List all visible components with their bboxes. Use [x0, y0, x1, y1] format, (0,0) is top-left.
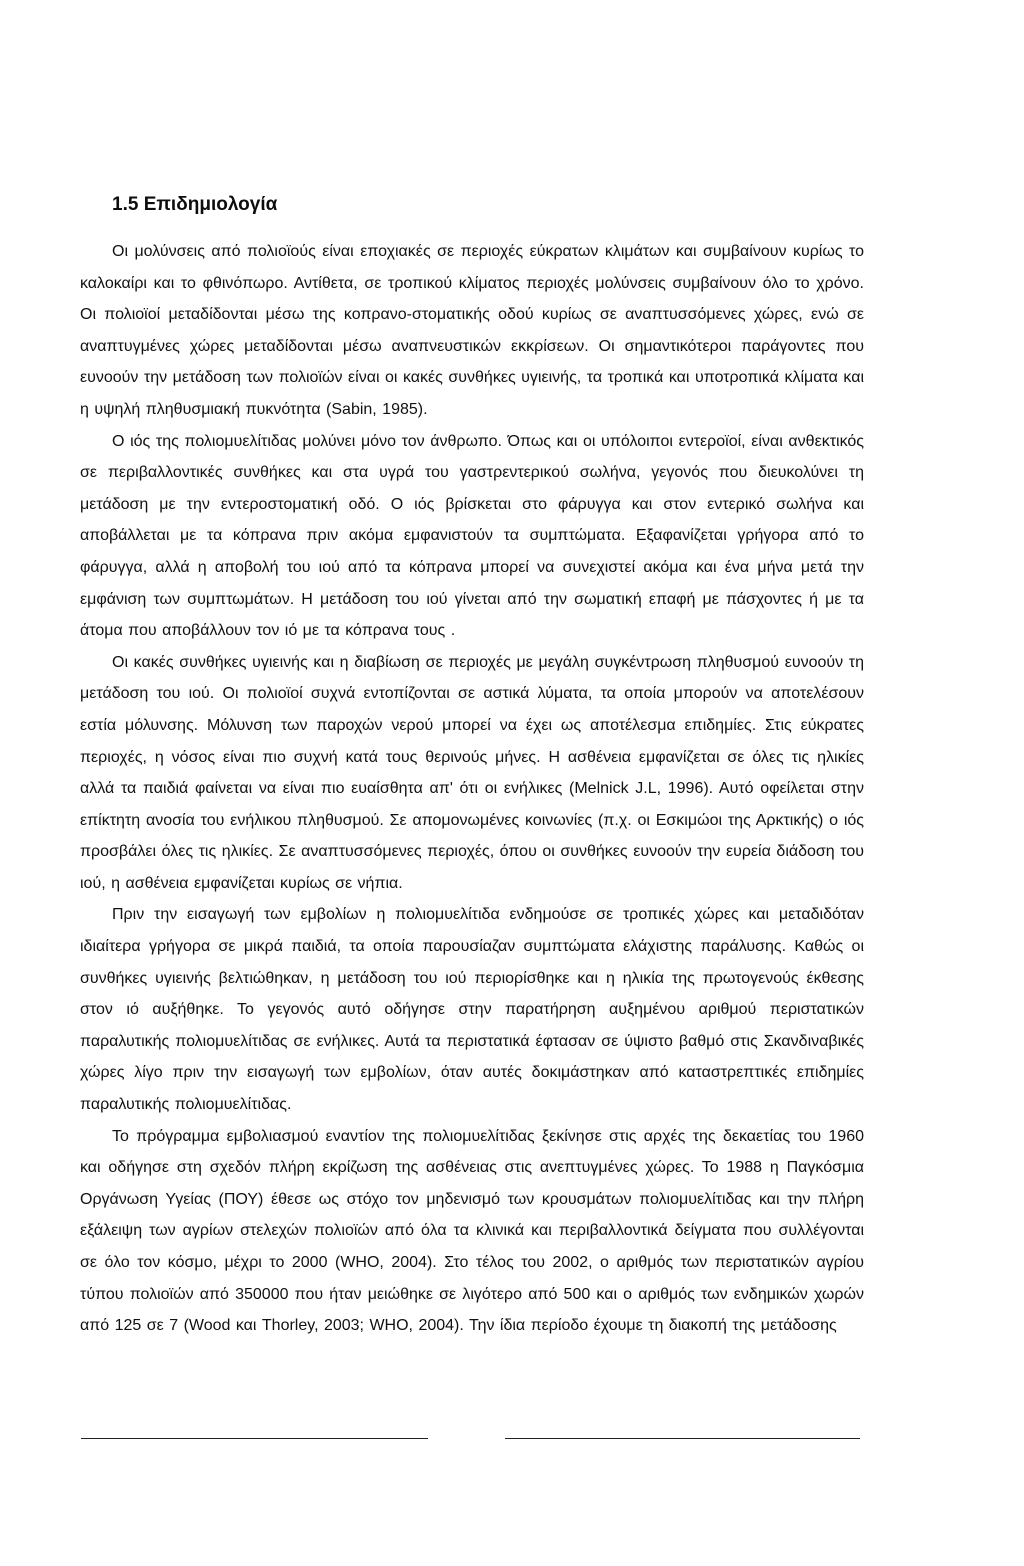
paragraph-seasonality: Οι μολύνσεις από πολιοϊούς είναι εποχιακές σε περιοχές εύκρατων κλιμάτων και συμβαίνουν κυρίως το καλοκαίρι και το φθινόπωρο. Αντίθετα, σε τροπικού κλίματος περιοχές μολύνσεις συμβαίνουν όλο το χρόνο. Οι πολιοϊοί μεταδίδονται μέσω της κοπρανο-στοματικής οδού κυρίως σε αναπτυσσόμενες χώρες, ενώ σε αναπτυγμένες χώρες μεταδίδονται μέσω αναπνευστικών εκκρίσεων. Οι σημαντικότεροι παράγοντες που ευνοούν την μετάδοση των πολιοϊών είναι οι κακές συνθήκες υγιεινής, τα τροπικά και υποτροπικά κλίματα και η υψηλή πληθυσμιακή πυκνότητα (Sabin, 1985). [80, 243, 864, 418]
paragraph-pre-vaccine-era: Πριν την εισαγωγή των εμβολίων η πολιομυελίτιδα ενδημούσε σε τροπικές χώρες και μεταδιδόταν ιδιαίτερα γρήγορα σε μικρά παιδιά, τα οποία παρουσίαζαν συμπτώματα ελάχιστης παράλυσης. Καθώς οι συνθήκες υγιεινής βελτιώθηκαν, η μετάδοση του ιού περιορίσθηκε και η ηλικία της πρωτογενούς έκθεσης στον ιό αυξήθηκε. Το γεγονός αυτό οδήγησε στην παρατήρηση αυξημένου αριθμού περιστατικών παραλυτικής πολιομυελίτιδας σε ενήλικες. Αυτά τα περιστατικά έφτασαν σε ύψιστο βαθμό στις Σκανδιναβικές χώρες λίγο πριν την εισαγωγή των εμβολίων, όταν αυτές δοκιμάστηκαν από καταστρεπτικές επιδημίες παραλυτικής πολιομυελίτιδας. [80, 906, 864, 1114]
paragraph-transmission: Ο ιός της πολιομυελίτιδας μολύνει μόνο τον άνθρωπο. Όπως και οι υπόλοιποι εντεροϊοί, είναι ανθεκτικός σε περιβαλλοντικές συνθήκες και στα υγρά του γαστρεντερικού σωλήνα, γεγονός που διευκολύνει τη μετάδοση με την εντεροστοματική οδό. Ο ιός βρίσκεται στο φάρυγγα και στον εντερικό σωλήνα και αποβάλλεται με τα κόπρανα πριν ακόμα εμφανιστούν τα συμπτώματα. Εξαφανίζεται γρήγορα από το φάρυγγα, αλλά η αποβολή του ιού από τα κόπρανα μπορεί να συνεχιστεί ακόμα και ένα μήνα μετά την εμφάνιση των συμπτωμάτων. Η μετάδοση του ιού γίνεται από την σωματική επαφή με πάσχοντες ή με τα άτομα που αποβάλλουν τον ιό με τα κόπρανα τους . [80, 432, 864, 640]
paragraph-vaccination-program: Το πρόγραμμα εμβολιασμού εναντίον της πολιομυελίτιδας ξεκίνησε στις αρχές της δεκαετίας του 1960 και οδήγησε στη σχεδόν πλήρη εκρίζωση της ασθένειας στις ανεπτυγμένες χώρες. Το 1988 η Παγκόσμια Οργάνωση Υγείας (ΠΟΥ) έθεσε ως στόχο τον μηδενισμό των κρουσμάτων πολιομυελίτιδας και την πλήρη εξάλειψη των αγρίων στελεχών πολιοϊών από όλα τα κλινικά και περιβαλλοντικά δείγματα που συλλέγονται σε όλο τον κόσμο, μέχρι το 2000 (WHO, 2004). Στο τέλος του 2002, ο αριθμός των περιστατικών αγρίου τύπου πολιοϊών από 350000 που ήταν μειώθηκε σε λιγότερο από 500 και ο αριθμός των ενδημικών χωρών από 125 σε 7 (Wood και Thorley, 2003; WHO, 2004). Την ίδια περίοδο έχουμε τη διακοπή της μετάδοσης [80, 1127, 864, 1335]
paragraph-hygiene-conditions: Οι κακές συνθήκες υγιεινής και η διαβίωση σε περιοχές με μεγάλη συγκέντρωση πληθυσμού ευνοούν τη μετάδοση του ιού. Οι πολιοϊοί συχνά εντοπίζονται σε αστικά λύματα, τα οποία μπορούν να αποτελέσουν εστία μόλυνσης. Μόλυνση των παροχών νερού μπορεί να έχει ως αποτέλεσμα επιδημίες. Στις εύκρατες περιοχές, η νόσος είναι πιο συχνή κατά τους θερινούς μήνες. Η ασθένεια εμφανίζεται σε όλες τις ηλικίες αλλά τα παιδιά φαίνεται να είναι πιο ευαίσθητα απ' ότι οι ενήλικες (Melnick J.L, 1996). Αυτό οφείλεται στην επίκτητη ανοσία του ενήλικου πληθυσμού. Σε απομονωμένες κοινωνίες (π.χ. οι Εσκιμώοι της Αρκτικής) ο ιός προσβάλει όλες τις ηλικίες. Σε αναπτυσσόμενες περιοχές, όπου οι συνθήκες ευνοούν την ευρεία διάδοση του ιού, η ασθένεια εμφανίζεται κυρίως σε νήπια. [80, 653, 864, 892]
footnote-divider-right [505, 1438, 860, 1439]
footnote-divider-left [81, 1438, 428, 1439]
section-heading: 1.5 Επιδημιολογία [112, 194, 278, 215]
section-body [80, 236, 864, 1342]
